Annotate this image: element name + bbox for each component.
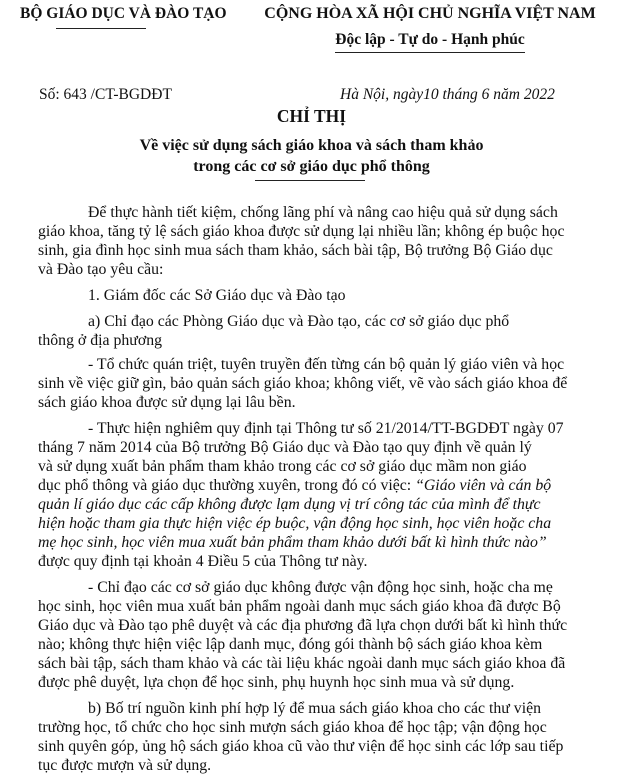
body-line: quản lí giáo dục các cấp không được lạm dụng vị trí công tác của mình để thực	[38, 496, 541, 513]
document-subject-line-2: trong các cơ sở giáo dục phổ thông	[193, 158, 430, 175]
body-line: tháng 7 năm 2014 của Bộ trưởng Bộ Giáo dục và Đào tạo quy định về quản lý	[38, 439, 532, 456]
body-line: học sinh, học viên mua xuất bản phẩm ngoài danh mục sách giáo khoa đã được Bộ	[38, 598, 561, 615]
body-line: và Đào tạo yêu cầu:	[38, 261, 164, 278]
body-line: và sử dụng xuất bản phẩm tham khảo trong các cơ sở giáo dục mầm non giáo	[38, 458, 527, 475]
body-line: sách bài tập, sách tham khảo và các tài liệu khác ngoài danh mục sách giáo khoa đã	[38, 655, 566, 672]
body-line: thông ở địa phương	[38, 332, 162, 349]
body-line: sinh về việc giữ gìn, bảo quản sách giáo khoa; không viết, vẽ vào sách giáo khoa để	[38, 375, 568, 392]
body-line: nào; không thực hiện việc lập danh mục, đóng gói thành bộ sách giáo khoa kèm	[38, 636, 543, 653]
body-line: dục phổ thông và giáo dục thường xuyên, trong đó có việc: “Giáo viên và cán bộ	[38, 477, 552, 494]
body-line: mẹ học sinh, học viên mua xuất bản phẩm tham khảo dưới bất kì hình thức nào”	[38, 534, 547, 551]
national-motto: Độc lập - Tự do - Hạnh phúc	[335, 31, 525, 48]
body-line: 1. Giám đốc các Sở Giáo dục và Đào tạo	[88, 287, 346, 304]
country-name: CỘNG HÒA XÃ HỘI CHỦ NGHĨA VIỆT NAM	[264, 5, 596, 22]
body-line: Giáo dục và Đào tạo phê duyệt và các địa phương đã lựa chọn dưới bất kì hình thức	[38, 617, 568, 634]
body-line: - Tổ chức quán triệt, tuyên truyền đến từng cán bộ quản lý giáo viên và học	[88, 356, 565, 373]
document-number: Số: 643 /CT-BGDĐT	[39, 86, 172, 103]
document-date: Hà Nội, ngày10 tháng 6 năm 2022	[340, 86, 555, 103]
body-line: Để thực hành tiết kiệm, chống lãng phí và nâng cao hiệu quả sử dụng sách	[88, 204, 558, 221]
subject-underline	[255, 180, 365, 181]
body-line: được quy định tại khoản 4 Điều 5 của Thông tư này.	[38, 553, 368, 570]
body-line: trường học, tổ chức cho học sinh mượn sách giáo khoa để học tập; vận động học	[38, 719, 547, 736]
document-title: CHỈ THỊ	[276, 106, 347, 126]
ministry-underline	[56, 28, 146, 29]
body-line: a) Chỉ đạo các Phòng Giáo dục và Đào tạo, các cơ sở giáo dục phổ	[88, 313, 510, 330]
document-subject-line-1: Về việc sử dụng sách giáo khoa và sách tham khảo	[139, 137, 484, 154]
body-line: sinh, gia đình học sinh mua sách tham khảo, sách bài tập, Bộ trưởng Bộ Giáo dục	[38, 242, 553, 259]
issuing-ministry: BỘ GIÁO DỤC VÀ ĐÀO TẠO	[20, 5, 227, 22]
body-line: - Thực hiện nghiêm quy định tại Thông tư số 21/2014/TT-BGDĐT ngày 07	[88, 420, 564, 437]
body-line: sách giáo khoa được sử dụng lại lâu bền.	[38, 394, 296, 411]
body-line: được phê duyệt, lựa chọn để học sinh, phụ huynh học sinh mua và sử dụng.	[38, 674, 515, 691]
body-line: hiện hoặc tham gia thực hiện việc ép buộc, vận động học sinh, học viên hoặc cha	[38, 515, 552, 532]
body-line: sinh quyên góp, ủng hộ sách giáo khoa cũ vào thư viện để học sinh các lớp sau tiếp	[38, 738, 564, 755]
motto-underline	[335, 52, 525, 53]
body-line: tục được mượn và sử dụng.	[38, 757, 212, 774]
body-line: giáo khoa, tăng tỷ lệ sách giáo khoa được sử dụng lại nhiều lần; không ép buộc học	[38, 223, 565, 240]
body-line: b) Bố trí nguồn kinh phí hợp lý để mua sách giáo khoa cho các thư viện	[88, 700, 541, 717]
body-line: - Chỉ đạo các cơ sở giáo dục không được vận động học sinh, hoặc cha mẹ	[88, 579, 553, 596]
